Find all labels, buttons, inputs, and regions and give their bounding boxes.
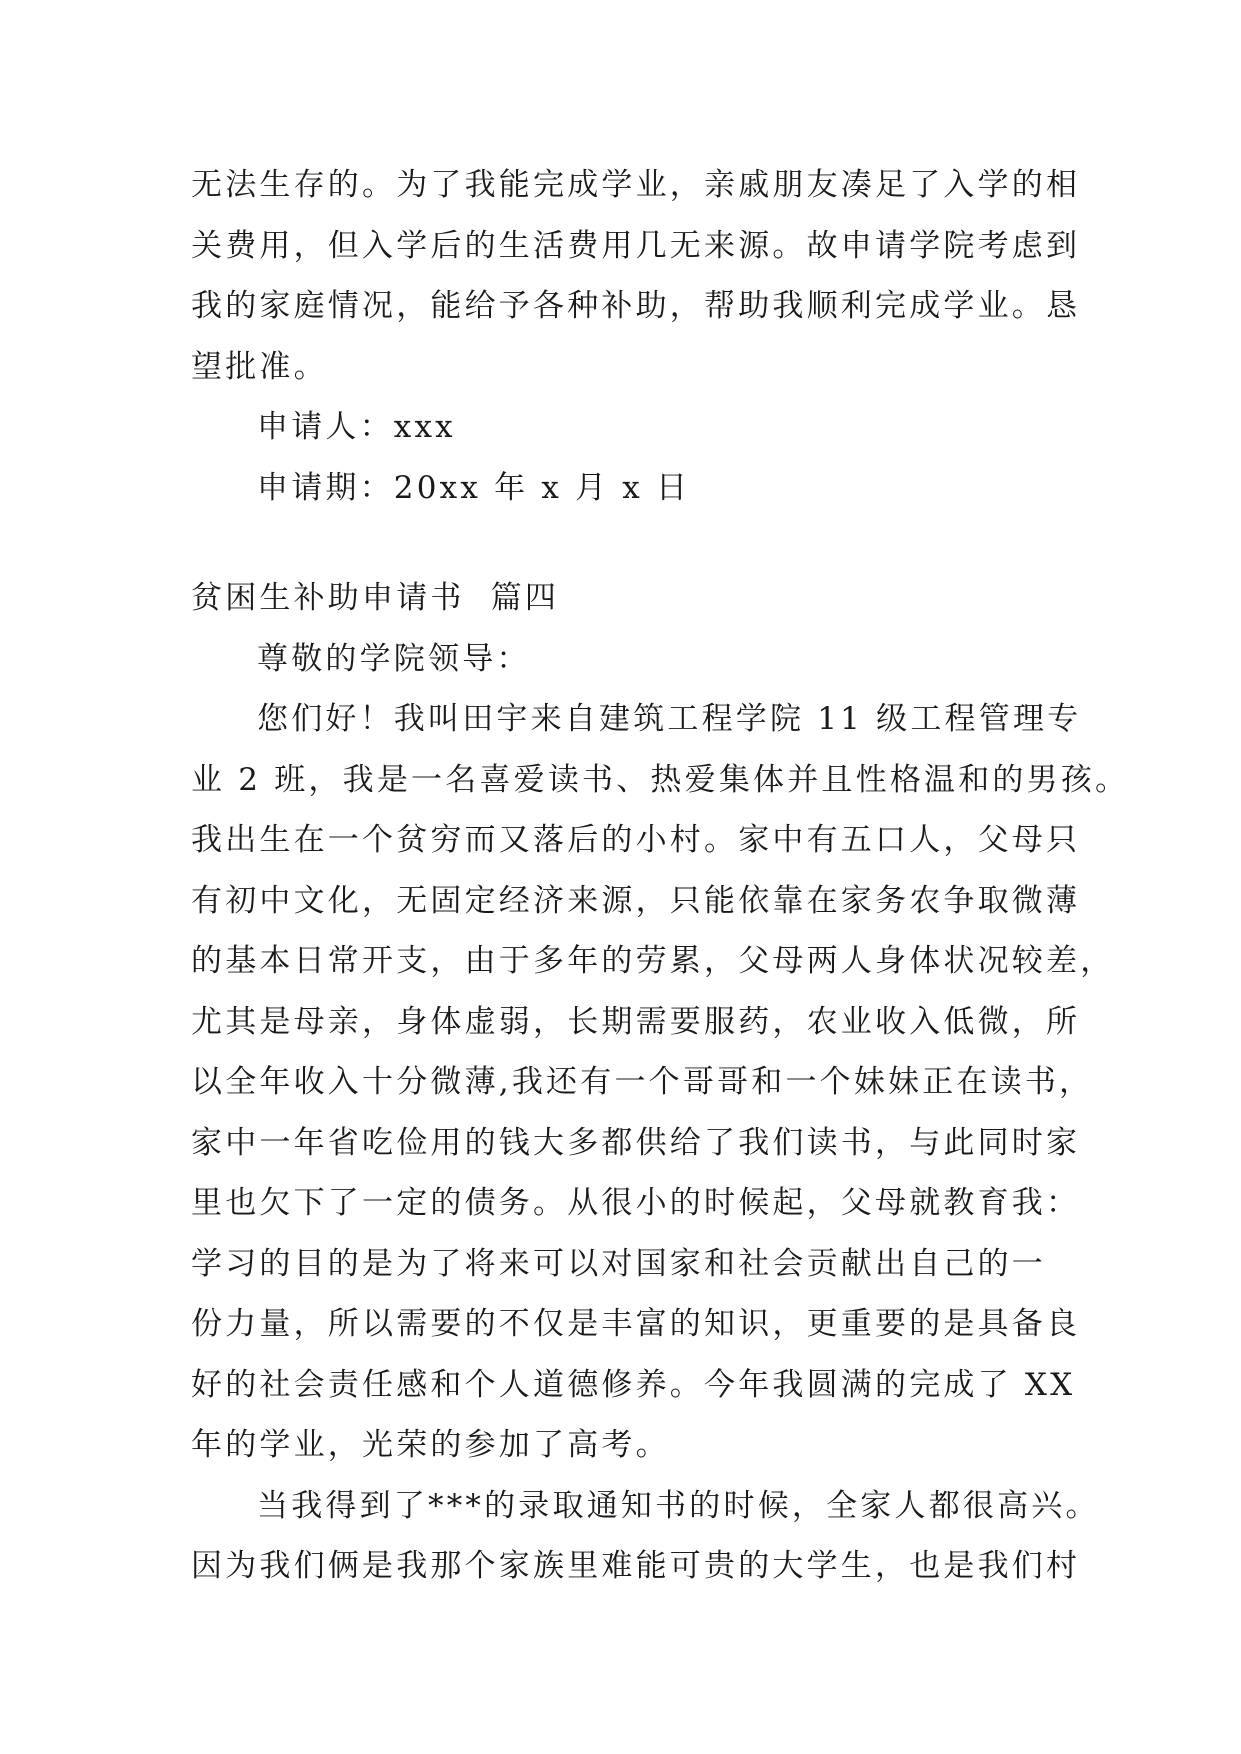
paragraph-line: 家中一年省吃俭用的钱大多都供给了我们读书，与此同时家: [191, 1124, 1081, 1161]
applicant-line: 申请人：xxx: [257, 409, 456, 445]
paragraph-line: 因为我们俩是我那个家族里难能可贵的大学生，也是我们村: [191, 1548, 1081, 1584]
paragraph-line: 当我得到了***的录取通知书的时候，全家人都很高兴。: [257, 1487, 1100, 1524]
paragraph-line: 以全年收入十分微薄,我还有一个哥哥和一个妹妹正在读书，: [191, 1064, 1094, 1100]
section-spacer: [191, 518, 1061, 568]
text-line: 无法生存的。为了我能完成学业，亲戚朋友凑足了入学的相: [191, 167, 1081, 203]
salutation: 尊敬的学院领导：: [257, 640, 531, 677]
paragraph-line: 年的学业，光荣的参加了高考。: [191, 1427, 670, 1463]
paragraph-line: 里也欠下了一定的债务。从很小的时候起，父母就教育我：: [191, 1185, 1081, 1221]
paragraph-line: 有初中文化，无固定经济来源，只能依靠在家务农争取微薄: [191, 882, 1081, 919]
paragraph-line: 好的社会责任感和个人道德修养。今年我圆满的完成了 XX: [191, 1366, 1076, 1403]
paragraph-line: 的基本日常开支，由于多年的劳累，父母两人身体状况较差，: [191, 943, 1115, 979]
section-title: 贫困生补助申请书 篇四: [191, 580, 560, 616]
paragraph-line: 尤其是母亲，身体虚弱，长期需要服药，农业收入低微，所: [191, 1003, 1081, 1040]
document-body: [191, 155, 1130, 1597]
text-line: 关费用，但入学后的生活费用几无来源。故申请学院考虑到: [191, 227, 1081, 264]
text-line: 望批准。: [191, 348, 328, 385]
date-line: 申请期：20xx 年 x 月 x 日: [257, 469, 691, 506]
paragraph-line: 学习的目的是为了将来可以对国家和社会贡献出自己的一: [191, 1245, 1046, 1282]
paragraph-line: 份力量，所以需要的不仅是丰富的知识，更重要的是具备良: [191, 1306, 1081, 1342]
paragraph-line: 业 2 班，我是一名喜爱读书、热爱集体并且性格温和的男孩。: [191, 761, 1130, 798]
paragraph-line: 您们好！我叫田宇来自建筑工程学院 11 级工程管理专: [257, 701, 1082, 737]
paragraph-line: 我出生在一个贫穷而又落后的小村。家中有五口人，父母只: [191, 822, 1081, 858]
text-line: 我的家庭情况，能给予各种补助，帮助我顺利完成学业。恳: [191, 288, 1081, 324]
